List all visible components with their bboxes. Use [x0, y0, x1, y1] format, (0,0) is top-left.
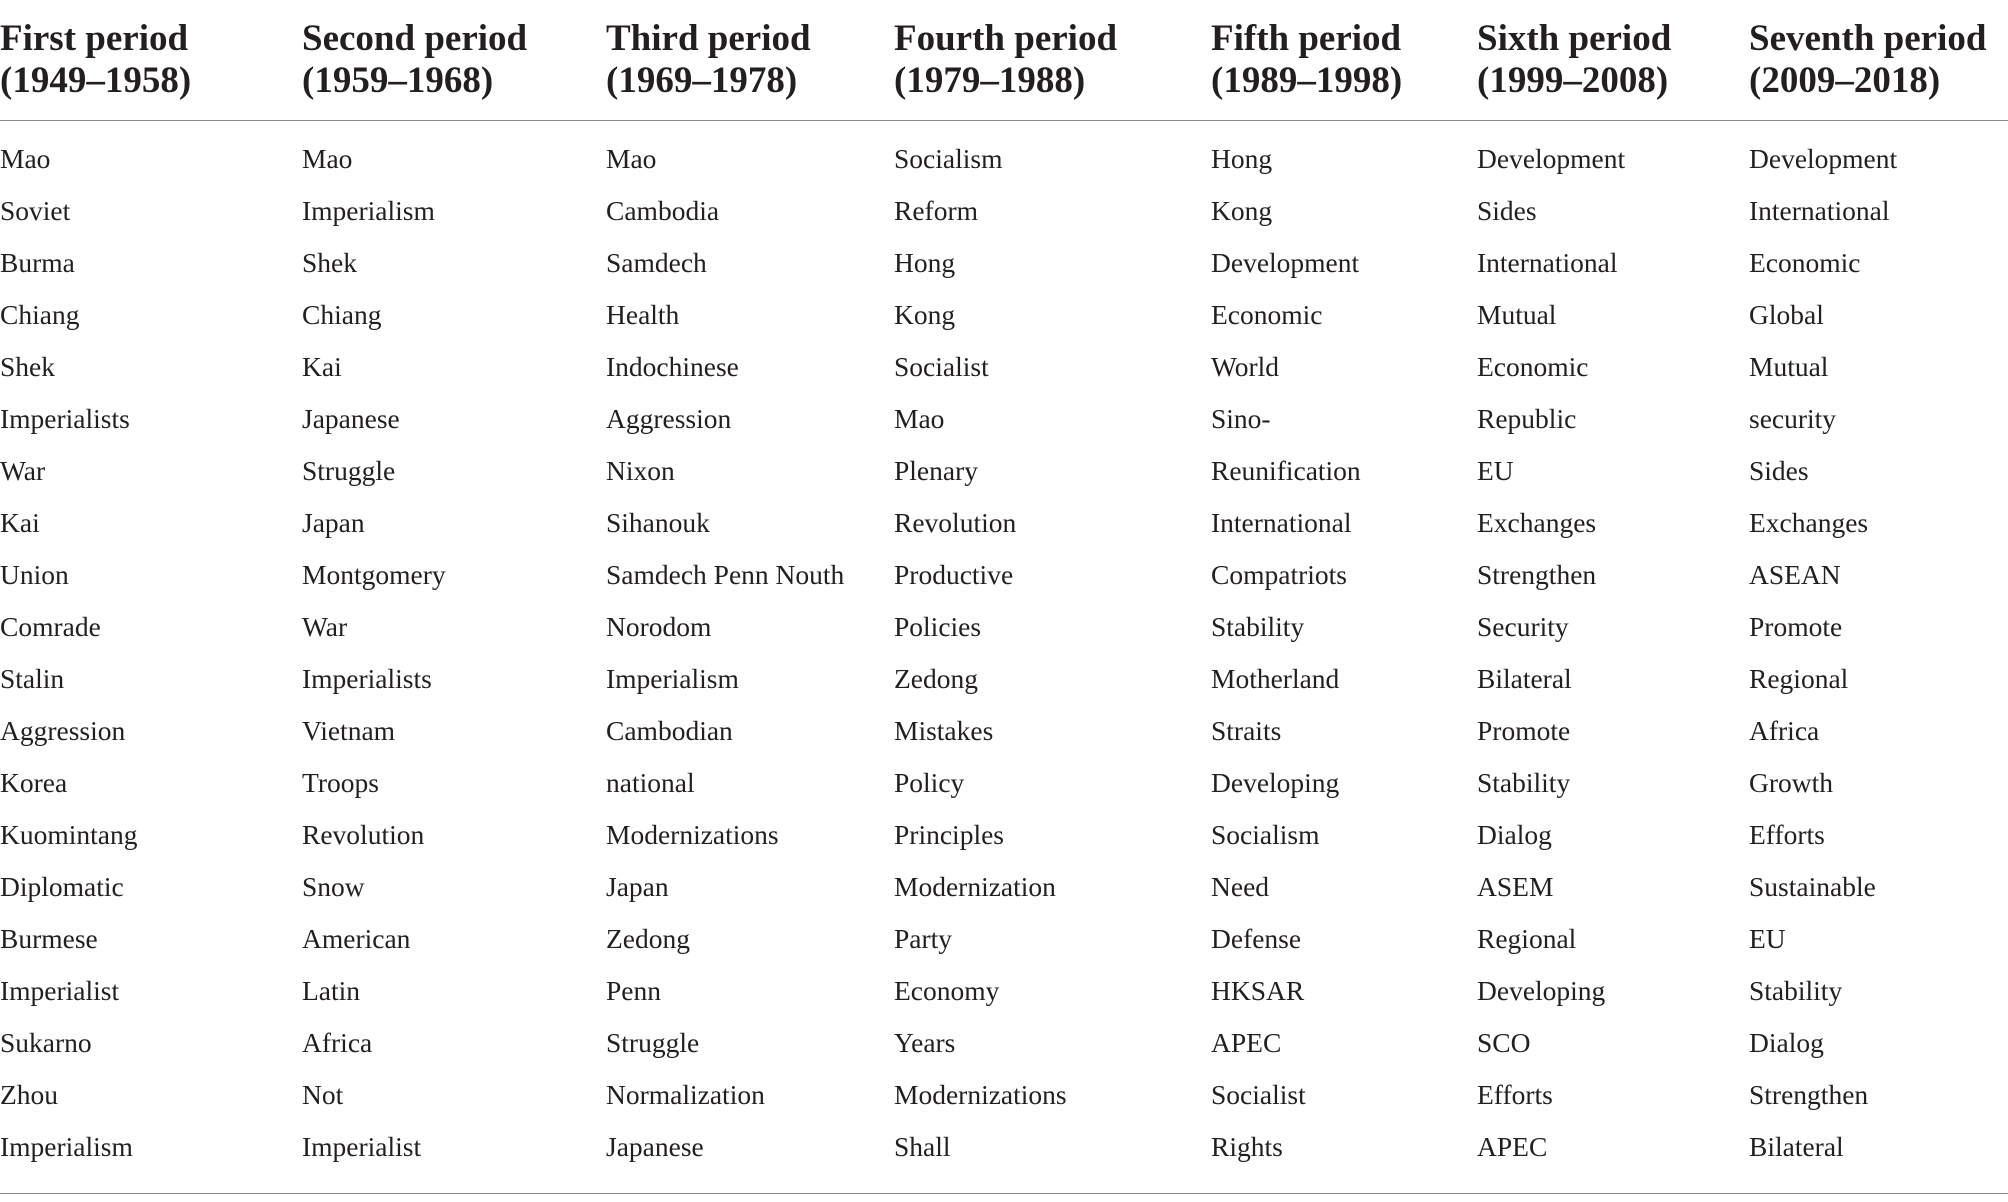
column-header-title: Second period [302, 18, 528, 59]
table-cell: Hong [894, 247, 956, 278]
table-cell: Shek [302, 247, 357, 278]
table-cell: Kong [1211, 195, 1273, 226]
table-cell: APEC [1477, 1121, 1749, 1194]
table-cell: Troops [302, 767, 379, 798]
table-row [0, 913, 2008, 965]
table-cell: Zedong [894, 663, 979, 694]
table-cell: Reform [894, 195, 979, 226]
column-header-years: (1979–1988) [894, 60, 1086, 101]
table-cell: Sides [1477, 195, 1537, 226]
table-cell: International [1211, 507, 1352, 538]
table-cell: Kuomintang [0, 819, 138, 850]
table-cell: Nixon [606, 455, 675, 486]
table-cell: Modernization [894, 871, 1056, 902]
table-row [0, 185, 2008, 237]
table-cell: Plenary [894, 455, 979, 486]
table-cell: Party [894, 923, 953, 954]
column-header [0, 0, 302, 121]
table-cell: Kai [302, 351, 342, 382]
table-row [0, 965, 2008, 1017]
column-header-title: Third period [606, 18, 811, 59]
table-cell: Modernizations [894, 1079, 1067, 1110]
column-header-years: (1999–2008) [1477, 60, 1669, 101]
table-cell: Regional [1477, 923, 1577, 954]
header-row [0, 0, 2008, 121]
table-cell: EU [1477, 455, 1514, 486]
table-cell: Regional [1749, 663, 1849, 694]
table-cell: Economy [894, 975, 1000, 1006]
table-cell: Normalization [606, 1079, 765, 1110]
table-row [0, 237, 2008, 289]
table-cell: Kong [894, 299, 956, 330]
column-header-title: Seventh period [1749, 18, 1987, 59]
table-cell: Stability [1749, 975, 1843, 1006]
table-row [0, 445, 2008, 497]
table-row [0, 1121, 2008, 1194]
table-cell: Sustainable [1749, 871, 1876, 902]
table-cell: Imperialists [302, 663, 432, 694]
table-row [0, 653, 2008, 705]
table-cell: Promote [1749, 611, 1843, 642]
table-header [0, 0, 2008, 121]
table-cell: Comrade [0, 611, 101, 642]
table-cell: Sino- [1211, 403, 1271, 434]
table-cell: Development [1211, 247, 1360, 278]
table-cell: Vietnam [302, 715, 396, 746]
table-cell: Africa [302, 1027, 373, 1058]
table-cell: Indochinese [606, 351, 739, 382]
table-row [0, 341, 2008, 393]
table-row [0, 289, 2008, 341]
table-cell: Mistakes [894, 715, 994, 746]
table-cell: Years [894, 1027, 956, 1058]
column-header-title: Fourth period [894, 18, 1118, 59]
table-cell: Imperialism [0, 1121, 302, 1194]
column-header [302, 0, 606, 121]
table-cell: Sukarno [0, 1027, 92, 1058]
table-cell: Exchanges [1749, 507, 1869, 538]
table-cell: Cambodian [606, 715, 733, 746]
table-cell: Chiang [0, 299, 80, 330]
table-cell: Economic [1211, 299, 1323, 330]
table-cell: Imperialist [0, 975, 120, 1006]
table-cell: Samdech Penn Nouth [606, 559, 845, 590]
table-cell: Defense [1211, 923, 1302, 954]
table-row [0, 393, 2008, 445]
table-row [0, 861, 2008, 913]
table-cell: Socialism [894, 143, 1003, 174]
table-cell: International [1749, 195, 1890, 226]
table-cell: Imperialism [302, 195, 435, 226]
table-cell: Development [1749, 143, 1898, 174]
table-cell: Imperialism [606, 663, 739, 694]
table-cell: Developing [1477, 975, 1606, 1006]
table-cell: Aggression [606, 403, 732, 434]
table-cell: Japan [302, 507, 365, 538]
column-header [606, 0, 894, 121]
table-row [0, 1017, 2008, 1069]
table-cell: Zedong [606, 923, 691, 954]
table-cell: Diplomatic [0, 871, 124, 902]
table-cell: Sihanouk [606, 507, 710, 538]
table-cell: ASEM [1477, 871, 1554, 902]
table-cell: Imperialists [0, 403, 130, 434]
table-cell: national [606, 767, 695, 798]
column-header-title: First period [0, 18, 189, 59]
table-cell: Bilateral [1477, 663, 1572, 694]
table-cell: Samdech [606, 247, 707, 278]
table-cell: Straits [1211, 715, 1282, 746]
table-cell: Policy [894, 767, 965, 798]
table-row [0, 809, 2008, 861]
table-cell: Socialist [894, 351, 989, 382]
table-cell: Compatriots [1211, 559, 1347, 590]
column-header [1477, 0, 1749, 121]
table-cell: Mao [302, 143, 353, 174]
table-cell: Revolution [302, 819, 425, 850]
table-cell: Struggle [606, 1027, 700, 1058]
table-cell: Montgomery [302, 559, 446, 590]
table-cell: Stalin [0, 663, 65, 694]
table-cell: Mao [0, 143, 51, 174]
table-cell: Burma [0, 247, 75, 278]
table-cell: security [1749, 403, 1837, 434]
table-cell: Efforts [1749, 819, 1825, 850]
table-cell: Dialog [1477, 819, 1552, 850]
table-cell: Stability [1477, 767, 1571, 798]
table-cell: Struggle [302, 455, 396, 486]
table-cell: Rights [1211, 1121, 1477, 1194]
table-cell: Korea [0, 767, 68, 798]
table-cell: Productive [894, 559, 1014, 590]
table-row [0, 121, 2008, 186]
table-cell: Africa [1749, 715, 1820, 746]
table-cell: Japan [606, 871, 669, 902]
table-cell: Burmese [0, 923, 98, 954]
table-cell: Zhou [0, 1079, 59, 1110]
table-cell: Hong [1211, 143, 1273, 174]
table-cell: Mao [894, 403, 945, 434]
table-cell: Shek [0, 351, 55, 382]
table-cell: Global [1749, 299, 1824, 330]
column-header-years: (2009–2018) [1749, 60, 1941, 101]
table-cell: Policies [894, 611, 982, 642]
column-header-years: (1989–1998) [1211, 60, 1403, 101]
table-cell: Growth [1749, 767, 1834, 798]
table-cell: Health [606, 299, 680, 330]
table-cell: Socialism [1211, 819, 1320, 850]
column-header [894, 0, 1211, 121]
table-row [0, 1069, 2008, 1121]
table-cell: International [1477, 247, 1618, 278]
table-cell: APEC [1211, 1027, 1282, 1058]
column-header-years: (1959–1968) [302, 60, 494, 101]
table-cell: Security [1477, 611, 1569, 642]
table-row [0, 601, 2008, 653]
table-cell: Motherland [1211, 663, 1340, 694]
column-header [1749, 0, 2008, 121]
table-cell: Mutual [1749, 351, 1829, 382]
table-cell: Strengthen [1749, 1079, 1869, 1110]
table-cell: Japanese [606, 1121, 894, 1194]
table-cell: Strengthen [1477, 559, 1597, 590]
table-cell: Exchanges [1477, 507, 1597, 538]
table-cell: Economic [1477, 351, 1589, 382]
table-cell: Efforts [1477, 1079, 1553, 1110]
table-cell: Latin [302, 975, 361, 1006]
table-row [0, 757, 2008, 809]
table-cell: ASEAN [1749, 559, 1841, 590]
table-cell: Cambodia [606, 195, 720, 226]
table-cell: Stability [1211, 611, 1305, 642]
table-cell: American [302, 923, 411, 954]
table-cell: Developing [1211, 767, 1340, 798]
table-cell: Mutual [1477, 299, 1557, 330]
table-cell: Aggression [0, 715, 126, 746]
column-header-title: Fifth period [1211, 18, 1402, 59]
table-cell: Kai [0, 507, 40, 538]
table-cell: Dialog [1749, 1027, 1824, 1058]
table-cell: Penn [606, 975, 661, 1006]
table-cell: Mao [606, 143, 657, 174]
table-row [0, 705, 2008, 757]
table-cell: Reunification [1211, 455, 1361, 486]
table-cell: Soviet [0, 195, 71, 226]
table-cell: SCO [1477, 1027, 1531, 1058]
table-cell: Japanese [302, 403, 400, 434]
table-cell: HKSAR [1211, 975, 1305, 1006]
table-cell: Need [1211, 871, 1270, 902]
table-row [0, 497, 2008, 549]
table-cell: Shall [894, 1121, 1211, 1194]
table-cell: Modernizations [606, 819, 779, 850]
table-cell: Promote [1477, 715, 1571, 746]
table-cell: Norodom [606, 611, 712, 642]
column-header-title: Sixth period [1477, 18, 1672, 59]
table-cell: Revolution [894, 507, 1017, 538]
table-cell: Socialist [1211, 1079, 1306, 1110]
table-cell: World [1211, 351, 1280, 382]
table-cell: Principles [894, 819, 1004, 850]
table-cell: Union [0, 559, 69, 590]
table-cell: Imperialist [302, 1121, 606, 1194]
column-header [1211, 0, 1477, 121]
table-cell: Sides [1749, 455, 1809, 486]
table-cell: Development [1477, 143, 1626, 174]
table-cell: War [0, 455, 46, 486]
column-header-years: (1949–1958) [0, 60, 192, 101]
table-cell: Not [302, 1079, 344, 1110]
table-cell: Republic [1477, 403, 1577, 434]
table-row [0, 549, 2008, 601]
table-cell: Chiang [302, 299, 382, 330]
table-cell: Economic [1749, 247, 1861, 278]
table-cell: Bilateral [1749, 1121, 2008, 1194]
table-cell: War [302, 611, 348, 642]
table-body [0, 121, 2008, 1194]
table-cell: Snow [302, 871, 365, 902]
column-header-years: (1969–1978) [606, 60, 798, 101]
table-cell: EU [1749, 923, 1786, 954]
